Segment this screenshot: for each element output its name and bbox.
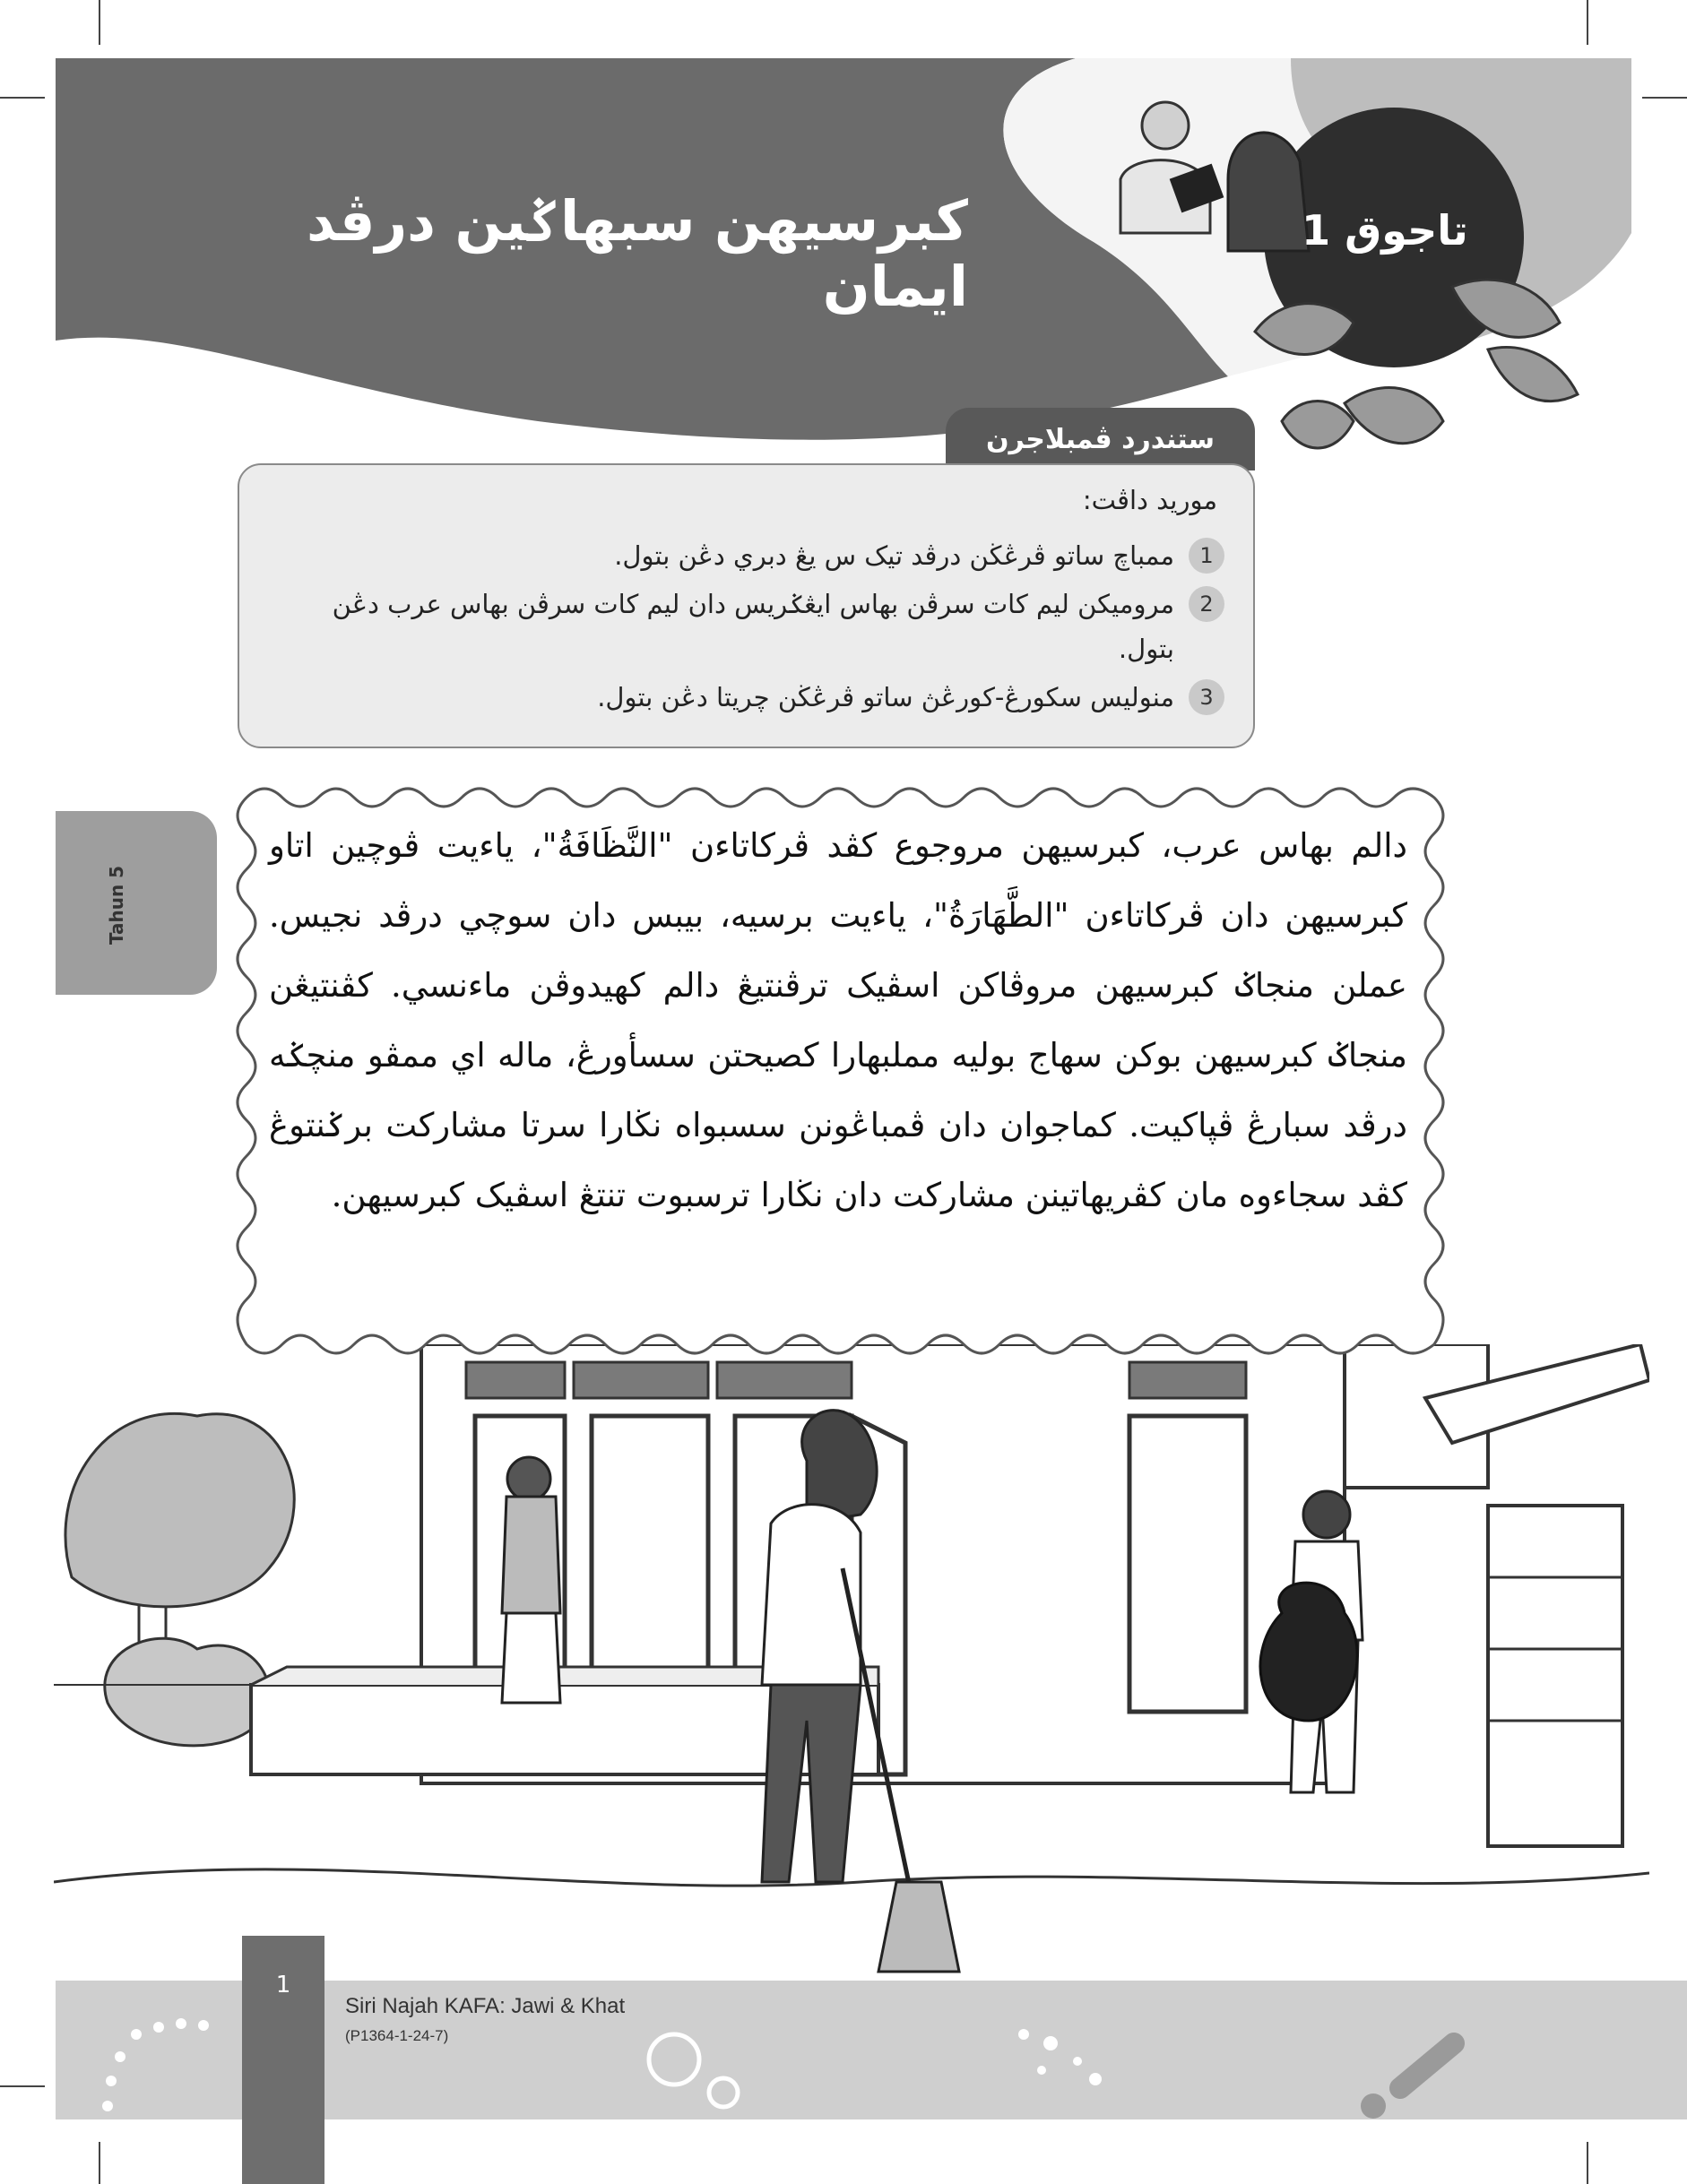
objective-item	[292, 533, 1224, 578]
objective-text: مروميكن ليم كات سرڤن بهاس ايڠݢريس دان ليم كات سرڤن بهاس عرب دڠن بتول.	[332, 589, 1174, 664]
crop-mark	[99, 2142, 100, 2184]
objective-text: ممباچ ساتو ڤرڠڬن درڤد تيک س يڠ دبري دڠن بتول.	[614, 540, 1174, 571]
standard-intro: موريد داڤت:	[1082, 485, 1217, 515]
year-side-tab	[56, 811, 217, 995]
page-number: 1	[275, 1972, 291, 1998]
reading-passage: دالم بهاس عرب، كبرسيهن مروجوع كڤد ڤركاتاءن "النَّظَافَةُ"، ياءيت ڤوچين اتاو كبرسيهن دان ڤركاتاءن "الطَّهَارَةُ"، ياءيت برسيه، بيبس دان سوچي درڤد نجيس. عملن منجاݢ كبرسيهن مروڤاكن اسڤيک ترڤنتيڠ دالم كهيدوڤن ماءنسي. كڤنتيڠن منجاݢ كبرسيهن بوكن سهاج بوليه مملبهارا كصيحتن سسأورڠ، ماله اي ممڤو منچݢه درڤد سبارڠ ڤڽاكيت. كماجوان دان ڤمباڠونن سسبواه نڬارا سرتا مشاركت برݢنتوڠ كڤد سجاءوه مان كڤريهاتينن مشاركت دان نڬارا ترسبوت تنتڠ اسڤيک كبرسيهن.	[269, 826, 1407, 1214]
series-title: Siri Najah KAFA: Jawi & Khat	[345, 1994, 626, 2018]
objective-item	[292, 675, 1224, 720]
objective-number: 1	[1189, 538, 1224, 574]
year-side-tab-label: Tahun 5	[106, 865, 127, 945]
chapter-label: تاجوق 1	[1302, 206, 1468, 255]
chapter-title: كبرسيهن سبهاݢين درڤد ايمان	[307, 188, 968, 319]
objective-number: 2	[1189, 586, 1224, 622]
learning-standard-tab	[946, 408, 1255, 470]
crop-mark	[1587, 2142, 1588, 2184]
objective-number: 3	[1189, 679, 1224, 715]
learning-standard-label: ستندرد ڤمبلاجرن	[985, 423, 1216, 455]
learning-standard-box	[238, 463, 1255, 748]
crop-mark	[0, 2085, 45, 2087]
objective-text: منوليس سكورڠ-كورڠڽ ساتو ڤرڠڬن چريتا دڠن بتول.	[597, 682, 1174, 712]
cleaning-scene-illustration	[54, 1344, 1649, 1981]
objective-item	[292, 582, 1224, 671]
series-code: (P1364-1-24-7)	[345, 2027, 449, 2044]
